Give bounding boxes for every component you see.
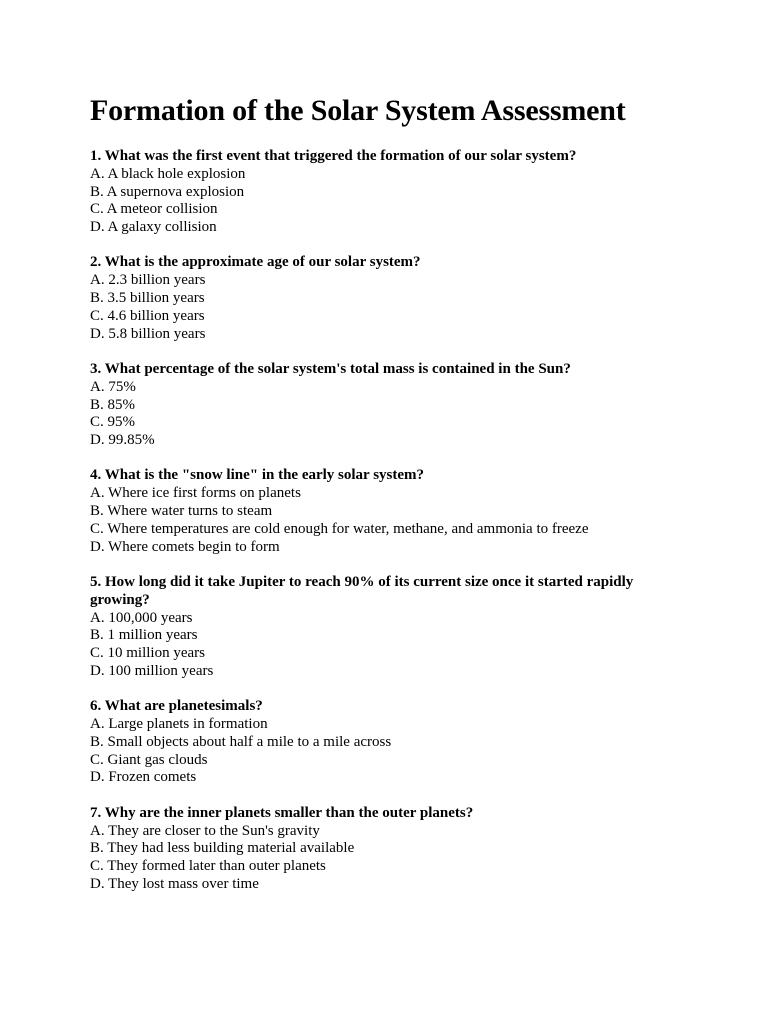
answer-option-d: D. 100 million years: [90, 662, 214, 679]
answer-option-d: D. Where comets begin to form: [90, 538, 280, 555]
answer-option-b: B. A supernova explosion: [90, 183, 245, 200]
question-5: [90, 574, 690, 681]
question-text: 7. Why are the inner planets smaller than the outer planets?: [90, 804, 474, 821]
answer-option-c: C. Where temperatures are cold enough for water, methane, and ammonia to freeze: [90, 520, 589, 537]
question-4: [90, 467, 690, 556]
answer-option-a: A. A black hole explosion: [90, 165, 246, 182]
question-text: 1. What was the first event that triggered the formation of our solar system?: [90, 148, 577, 164]
answer-option-c: C. Giant gas clouds: [90, 751, 208, 768]
answer-option-c: C. 95%: [90, 414, 135, 431]
answer-option-c: C. 10 million years: [90, 645, 205, 662]
question-1: [90, 148, 690, 237]
document-page: [90, 92, 690, 911]
answer-option-a: A. 75%: [90, 378, 136, 395]
answer-option-d: D. 5.8 billion years: [90, 325, 206, 342]
answer-option-a: A. 2.3 billion years: [90, 272, 206, 289]
question-text: 2. What is the approximate age of our solar system?: [90, 254, 421, 271]
page-title: Formation of the Solar System Assessment: [90, 94, 626, 127]
answer-option-c: C. They formed later than outer planets: [90, 858, 326, 875]
answer-option-d: D. Frozen comets: [90, 769, 197, 786]
question-text: 6. What are planetesimals?: [90, 698, 263, 715]
answer-option-d: D. They lost mass over time: [90, 875, 259, 892]
question-6: [90, 698, 690, 787]
answer-option-b: B. Where water turns to steam: [90, 503, 273, 520]
answer-option-b: B. Small objects about half a mile to a mile across: [90, 733, 392, 750]
question-text: 3. What percentage of the solar system's total mass is contained in the Sun?: [90, 360, 571, 377]
question-3: [90, 361, 690, 450]
question-text: 4. What is the "snow line" in the early solar system?: [90, 467, 425, 484]
answer-option-b: B. 85%: [90, 396, 135, 413]
answer-option-b: B. 3.5 billion years: [90, 290, 205, 307]
answer-option-c: C. A meteor collision: [90, 201, 218, 218]
answer-option-b: B. They had less building material available: [90, 840, 355, 857]
answer-option-a: A. Where ice first forms on planets: [90, 485, 301, 502]
answer-option-a: A. 100,000 years: [90, 609, 193, 626]
answer-option-d: D. A galaxy collision: [90, 219, 217, 236]
answer-option-a: A. Large planets in formation: [90, 716, 268, 733]
answer-option-d: D. 99.85%: [90, 432, 155, 449]
question-2: [90, 254, 690, 343]
answer-option-b: B. 1 million years: [90, 627, 198, 644]
question-7: [90, 805, 690, 894]
answer-option-c: C. 4.6 billion years: [90, 307, 205, 324]
answer-option-a: A. They are closer to the Sun's gravity: [90, 822, 320, 839]
question-text: 5. How long did it take Jupiter to reach 90% of its current size once it started rapidly growing?: [90, 573, 634, 608]
